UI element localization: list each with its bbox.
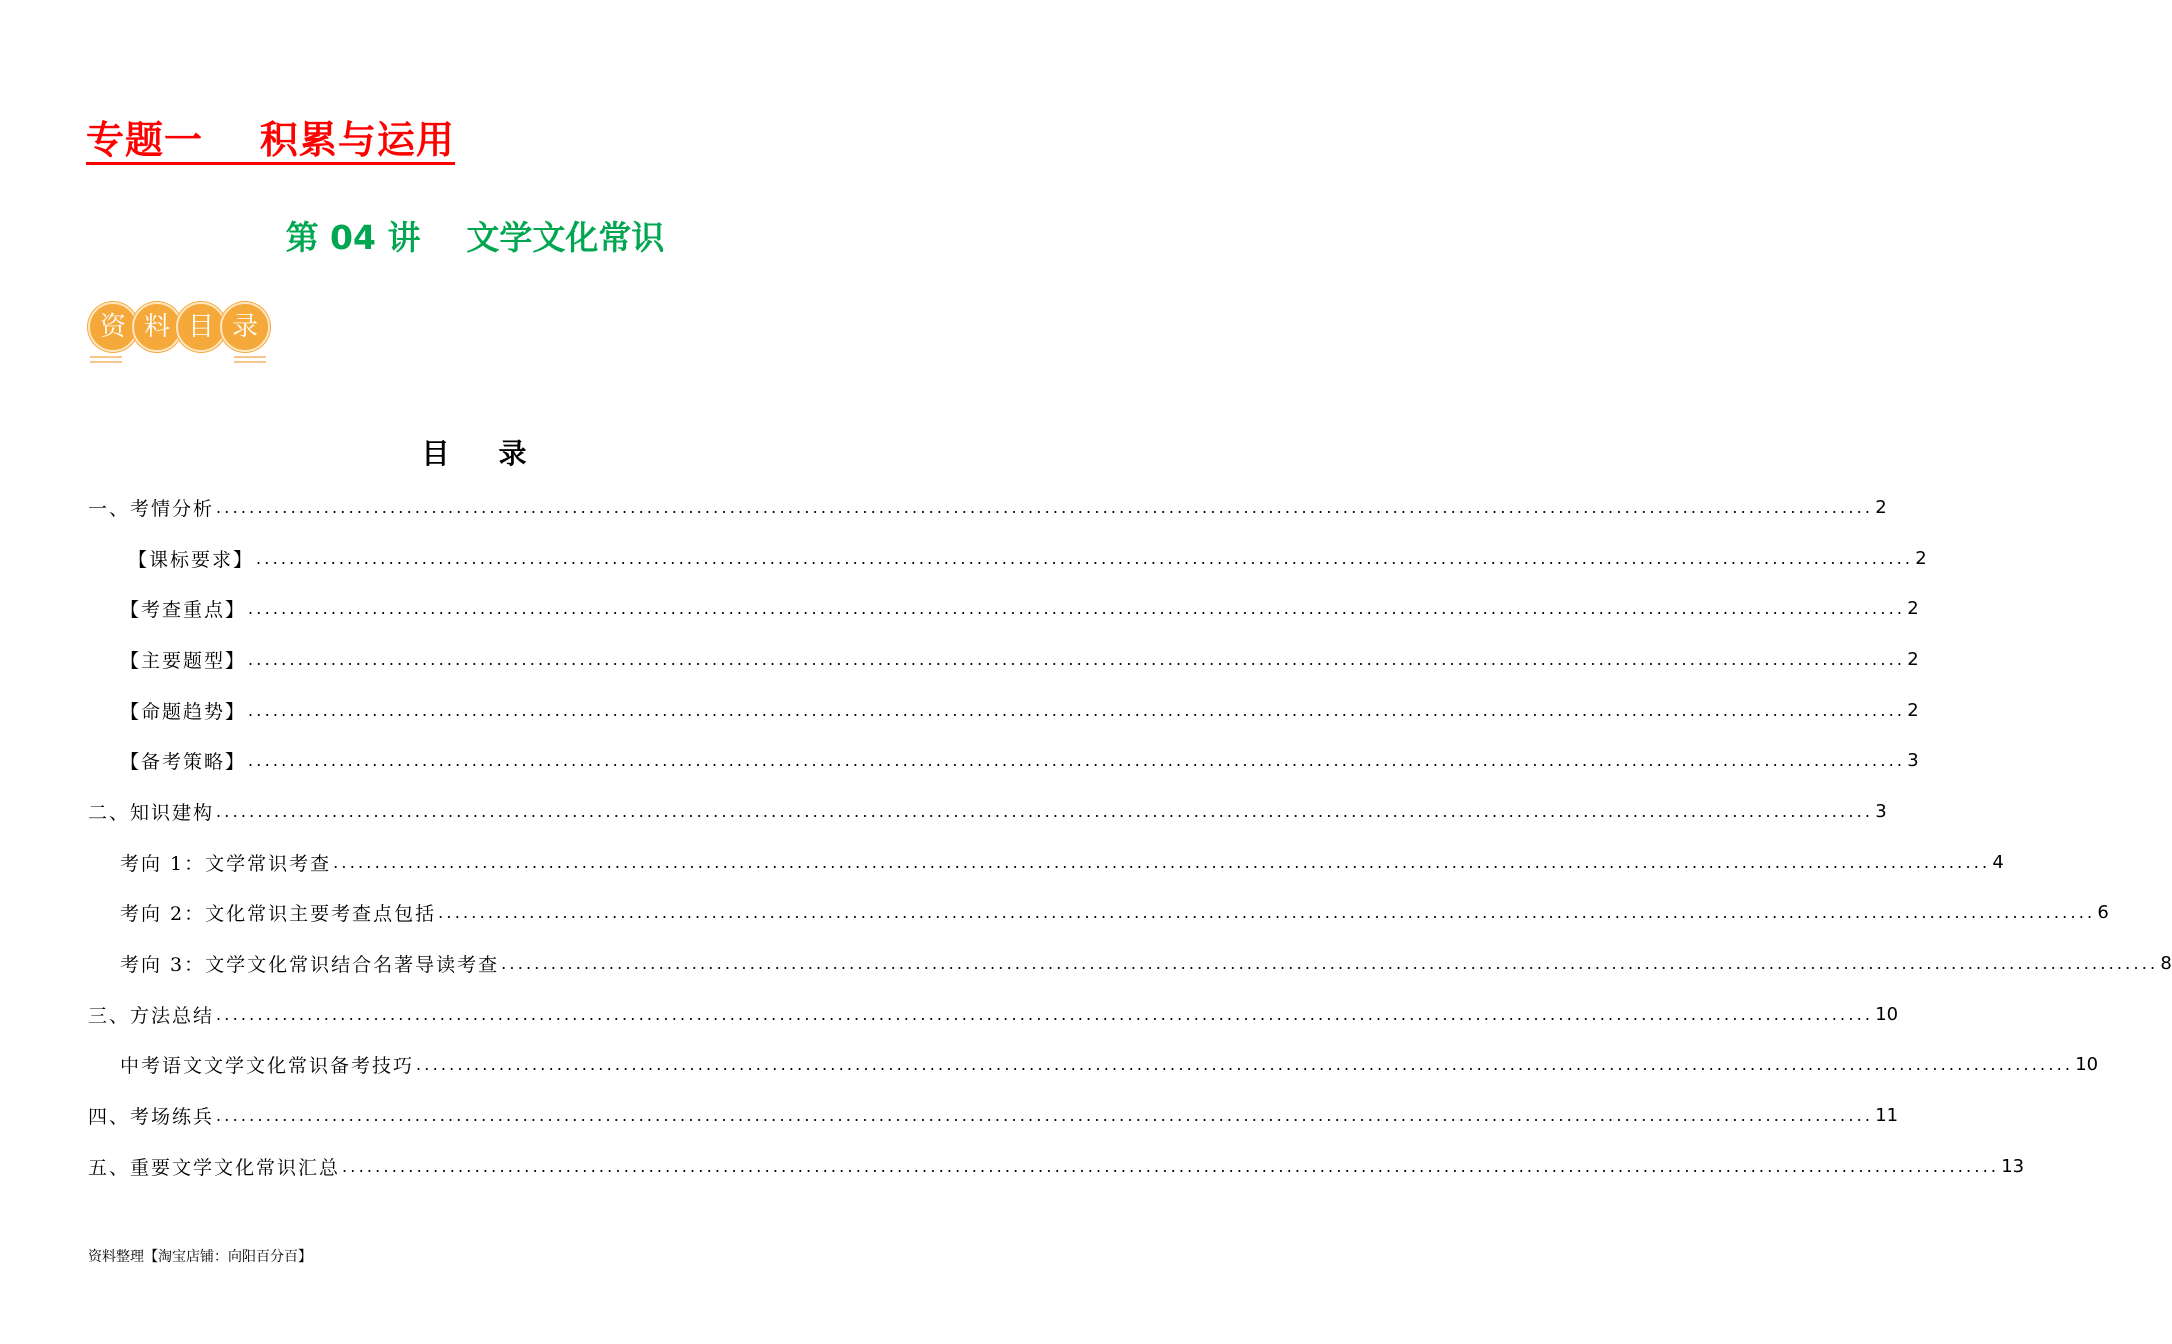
toc-leader-dots: ........................................................................................................................................................................................................	[256, 548, 1914, 568]
table-of-contents	[88, 482, 2172, 1192]
toc-entry-label: 三、方法总结	[88, 1004, 215, 1027]
toc-entry-page: 3	[1907, 750, 1919, 772]
toc-entry[interactable]	[88, 938, 2172, 989]
toc-entry[interactable]	[88, 533, 1927, 584]
toc-leader-dots: ........................................................................................................................................................................................................	[248, 700, 1906, 720]
toc-entry-label: 一、考情分析	[88, 497, 215, 520]
toc-heading: 目 录	[421, 437, 529, 470]
toc-leader-dots: ........................................................................................................................................................................................................	[216, 1106, 1874, 1126]
toc-leader-dots: ........................................................................................................................................................................................................	[501, 954, 2159, 974]
toc-leader-dots: ........................................................................................................................................................................................................	[333, 852, 1991, 872]
toc-leader-dots: ........................................................................................................................................................................................................	[342, 1156, 2000, 1176]
badge-underline	[90, 361, 122, 363]
badge-char: 资	[88, 302, 138, 352]
toc-entry-page: 3	[1875, 800, 1887, 822]
toc-entry[interactable]	[88, 989, 1899, 1040]
footer-note: 资料整理【淘宝店铺：向阳百分百】	[88, 1249, 312, 1265]
toc-leader-dots: ........................................................................................................................................................................................................	[248, 649, 1906, 669]
toc-entry[interactable]	[88, 1090, 1899, 1141]
toc-entry-label: 【课标要求】	[128, 548, 255, 571]
toc-entry-page: 10	[1875, 1003, 1899, 1025]
toc-entry-page: 10	[2075, 1054, 2099, 1076]
toc-entry-label: 【考查重点】	[120, 599, 247, 622]
badge-char: 录	[220, 302, 270, 352]
badge-underline	[234, 361, 266, 363]
contents-badge	[88, 302, 272, 366]
toc-entry[interactable]	[88, 1141, 2025, 1192]
toc-entry[interactable]	[88, 583, 1919, 634]
toc-entry[interactable]	[88, 888, 2109, 939]
toc-leader-dots: ........................................................................................................................................................................................................	[216, 801, 1874, 821]
toc-entry[interactable]	[88, 1040, 2099, 1091]
toc-leader-dots: ........................................................................................................................................................................................................	[248, 599, 1906, 619]
badge-char: 目	[176, 302, 226, 352]
toc-entry-page: 8	[2160, 953, 2172, 975]
toc-entry-label: 【备考策略】	[120, 751, 247, 774]
topic-title: 专题一 积累与运用	[86, 118, 455, 165]
toc-entry[interactable]	[88, 735, 1919, 786]
toc-entry-label: 中考语文文学文化常识备考技巧	[120, 1055, 415, 1078]
toc-entry-page: 2	[1907, 598, 1919, 620]
toc-entry-page: 6	[2097, 902, 2109, 924]
toc-entry-label: 五、重要文学文化常识汇总	[88, 1156, 341, 1179]
toc-entry-label: 四、考场练兵	[88, 1106, 215, 1129]
toc-entry-label: 【主要题型】	[120, 649, 247, 672]
toc-leader-dots: ........................................................................................................................................................................................................	[216, 1004, 1874, 1024]
toc-entry-label: 二、知识建构	[88, 801, 215, 824]
badge-char: 料	[132, 302, 182, 352]
toc-entry[interactable]	[88, 634, 1919, 685]
toc-leader-dots: ........................................................................................................................................................................................................	[438, 903, 2096, 923]
toc-entry[interactable]	[88, 786, 1887, 837]
toc-leader-dots: ........................................................................................................................................................................................................	[216, 497, 1874, 517]
toc-entry-page: 2	[1907, 648, 1919, 670]
badge-underline	[234, 356, 266, 358]
toc-entry-page: 2	[1907, 699, 1919, 721]
toc-entry-page: 2	[1915, 547, 1927, 569]
toc-entry[interactable]	[88, 837, 2004, 888]
toc-leader-dots: ........................................................................................................................................................................................................	[248, 751, 1906, 771]
toc-entry-label: 考向 1：文学常识考查	[120, 852, 332, 875]
toc-entry-page: 2	[1875, 496, 1887, 518]
toc-entry-page: 11	[1875, 1105, 1899, 1127]
toc-leader-dots: ........................................................................................................................................................................................................	[416, 1055, 2074, 1075]
toc-entry-page: 4	[1992, 851, 2004, 873]
toc-entry-label: 考向 2：文化常识主要考查点包括	[120, 903, 437, 926]
toc-entry[interactable]	[88, 685, 1919, 736]
toc-entry-label: 【命题趋势】	[120, 700, 247, 723]
toc-entry[interactable]	[88, 482, 1887, 533]
badge-underline	[90, 356, 122, 358]
toc-entry-page: 13	[2001, 1155, 2025, 1177]
lecture-title: 第 04 讲 文学文化常识	[285, 218, 665, 257]
toc-entry-label: 考向 3：文学文化常识结合名著导读考查	[120, 954, 500, 977]
